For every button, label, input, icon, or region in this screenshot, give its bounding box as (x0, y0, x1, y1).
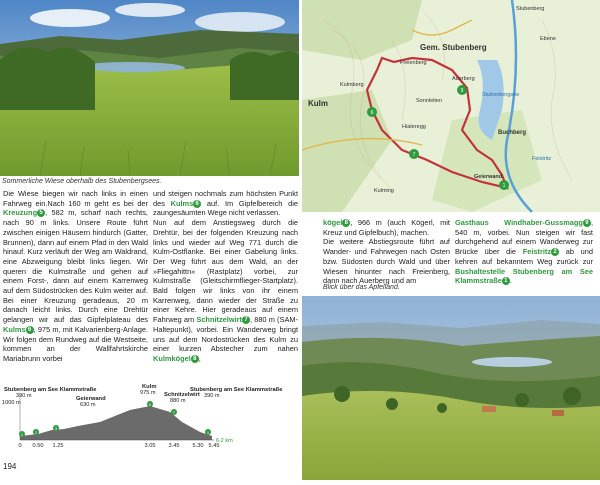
text-run: . (509, 276, 512, 286)
profile-label-schnitzelwirt-name: Schnitzelwirt (164, 392, 200, 398)
profile-label-geierwand-alt: 630 m (80, 402, 96, 408)
elevation-profile (0, 382, 283, 454)
map-label-auerberg: Auerberg (452, 76, 475, 82)
page-number: 194 (3, 462, 17, 471)
text-run: , 540 m, vorbei. Nun steigen wir fast durchgehend auf einem Wanderweg zur Brücke über die (455, 218, 593, 257)
svg-text:1: 1 (206, 430, 210, 435)
profile-axis-tick: 0.50 (32, 443, 44, 449)
waypoint-badge: 8 (342, 219, 350, 227)
waypoint-badge: 8 (191, 355, 199, 363)
map-label-freienberg: Freienberg (400, 60, 427, 66)
text-run: ab und kehren auf bekanntem Weg zurück zur (455, 247, 593, 266)
svg-text:9: 9 (460, 88, 464, 94)
place-name: Kulms (3, 324, 26, 334)
place-name: Gasthaus Windhaber-Gussmagg (455, 218, 583, 227)
text-column-1 (3, 189, 148, 364)
profile-axis-tick: 5.30 (192, 443, 204, 449)
meadow-photo (0, 0, 299, 176)
waypoint-badge: 9 (583, 219, 591, 227)
map-label-geierwand: Geierwand (474, 174, 503, 180)
svg-text:6: 6 (370, 110, 374, 116)
map-label-buchberg: Buchberg (498, 130, 527, 136)
profile-axis-tick: 1.25 (52, 443, 64, 449)
waypoint-badge: 6 (26, 326, 34, 334)
waypoint-badge: 5 (37, 209, 45, 217)
text-run: , 880 m (SAM-Haltepunkt), vorbei. Ein Wanderweg bringt uns auf dem Nordostrücken des Kulm zu einer kurzen Abstecher zum nahen (153, 315, 298, 354)
profile-axis-tick: 0 (18, 443, 22, 449)
profile-label-end-name: Stubenberg am See Klammstraße (190, 387, 283, 393)
waypoint-badge: 7 (242, 316, 250, 324)
map-label-ebene: Ebene (540, 36, 556, 42)
rich-text (153, 189, 298, 364)
text-run: Die Wiese biegen wir nach links in einen Fahrweg ein. (3, 189, 148, 208)
place-name: Kreuzung (3, 208, 38, 218)
profile-label-end-alt: 390 m (204, 393, 220, 399)
profile-axis-labels (18, 443, 219, 449)
profile-axis-tick: 3.45 (168, 443, 180, 449)
map-label-kulming: Kulming (374, 188, 394, 194)
text-run: Nach 160 m geht es bei der (47, 198, 149, 208)
place-name: Kulmkögel (153, 353, 191, 363)
svg-text:2: 2 (34, 430, 38, 435)
text-run: Nun auf dem Anstiegsweg durch die Drehtür, bei der folgenden Kreuzung nach links und wieder auf Weg 771 durch die Kulm-Ostflanke. Bei einer Gabelung links. Der Weg führt aus dem Wald, an der »Fliegahittn« (Rastplatz) vorbei, zur Kulmstraße (Gleitschirmflieger-Startplatz). Bald folgen wir links von ihr einem Karrenweg, dann wieder der Straße zu einer Kehre. Hier geradeaus auf einem Fahrweg am (153, 218, 298, 325)
text-column-4 (455, 218, 593, 286)
map-label-sonnleiten: Sonnleiten (416, 98, 442, 104)
map-label-stubenberg: Stubenberg (516, 6, 545, 12)
svg-text:1: 1 (502, 183, 506, 189)
apfelland-photo (302, 296, 600, 480)
svg-text:7: 7 (412, 152, 416, 158)
map-label-gem: Gem. Stubenberg (420, 43, 487, 52)
profile-label-start-alt: 390 m (16, 393, 32, 399)
profile-axis-tick: 5.45 (208, 443, 220, 449)
waypoint-badge: 6 (193, 200, 201, 208)
text-run: auf. Im Gipfelbereich die zaungesäumten Wege nicht verlassen. (153, 198, 298, 218)
waypoint-badge: 2 (551, 248, 559, 256)
place-name: Schnitzelwirt (196, 315, 242, 325)
map-label-kulm: Kulm (308, 99, 328, 108)
profile-label-geierwand-name: Geierwand (76, 396, 106, 402)
text-run: , 975 m, mit Kalvarienberg-Anlage. Wir folgen dem Rundweg auf die Westseite, kommen an der Wallfahrtskirche Mariabrunn vorbei (3, 324, 148, 363)
photo-caption: Sommerliche Wiese oberhalb des Stubenbergsees. (2, 178, 162, 185)
map-label-hiateregg: Hiateregg (402, 124, 426, 130)
photo-caption: Blick über das Apfelland. (323, 284, 400, 291)
map-label-feistritz: Feistritz (532, 156, 552, 162)
text-run: , 582 m, scharf nach rechts, nach 90 m links. Unsere Route führt zwischen einigen Häusern hindurch (Gatter, Brunnen), dann auf einem Pfad in den Wald hinauf. Kurz verläuft der Weg am Waldrand, eine Abzweigung bleibt links liegen. Wir queren die Kulmstraße und gehen auf einem Forst-, dann auf einem Karrenweg auf dem Südostrücken des Kulm weiter auf. Bei einer Kreuzung geradeaus, 20 m danach leicht links. Durch eine Drehtür gelangen wir auf das Gipfelplateau des (3, 208, 148, 325)
place-name: Feistritz (522, 247, 552, 257)
profile-axis-tick: 3.05 (144, 443, 156, 449)
place-name: Bushaltestelle Stubenberg am See Klammstraße (455, 266, 593, 286)
profile-y-label: 1000 m (2, 400, 21, 406)
route-map (302, 0, 600, 212)
rich-text (455, 218, 593, 286)
svg-text:6: 6 (148, 402, 152, 407)
text-run: Die weitere Abstiegsroute führt auf Wander- und Fahrwegen nach Osten bzw. Südosten durch Wald und über Wiesen hinunter nach Freienberg, dann nach Auerberg und am (323, 237, 450, 286)
place-name: kögel (323, 218, 343, 227)
map-label-kulmberg: Kulmberg (340, 82, 364, 88)
rich-text (3, 189, 148, 364)
svg-text:1: 1 (20, 432, 24, 437)
profile-label-schnitzelwirt-alt: 880 m (170, 398, 186, 404)
waypoint-badge: 1 (502, 277, 510, 285)
rich-text (323, 218, 450, 286)
svg-text:3: 3 (54, 426, 58, 431)
svg-text:7: 7 (172, 410, 176, 415)
text-column-2 (153, 189, 298, 364)
text-run: , 966 m (auch Kögerl, mit Kreuz und Gipfelbuch), machen. (323, 218, 450, 237)
map-label-lake: Stubenbergsee (482, 92, 520, 98)
profile-area (20, 406, 212, 440)
text-run: und steigen nochmals zum höchsten Punkt des (153, 189, 298, 208)
profile-label-kulm-alt: 975 m (140, 390, 156, 396)
profile-distance: 6.2 km (216, 438, 233, 444)
profile-label-kulm-name: Kulm (142, 384, 157, 390)
place-name: Kulms (170, 198, 194, 208)
profile-label-start-name: Stubenberg am See Klammstraße (4, 387, 97, 393)
text-column-3 (323, 218, 450, 286)
text-run: , (198, 353, 201, 363)
